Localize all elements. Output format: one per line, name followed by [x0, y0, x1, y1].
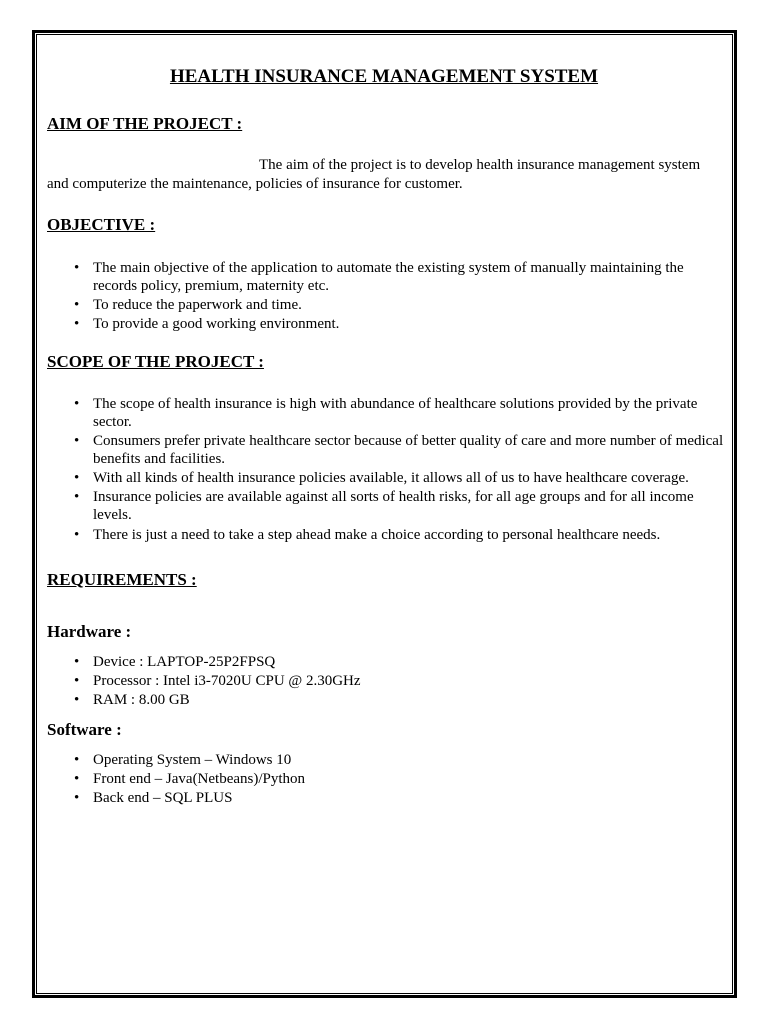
scope-heading: SCOPE OF THE PROJECT : — [47, 352, 264, 371]
bullet-icon: • — [74, 752, 80, 768]
list-item — [74, 770, 574, 788]
list-item — [74, 259, 714, 295]
list-item — [74, 488, 724, 524]
objective-item-text: The main objective of the application to automate the existing system of manually maintaining the records policy, premium, maternity etc. — [93, 260, 684, 294]
bullet-icon: • — [74, 654, 80, 670]
software-list — [74, 751, 574, 808]
list-item — [74, 432, 724, 468]
list-item — [74, 315, 714, 333]
bullet-icon: • — [74, 316, 80, 332]
aim-text-line-1: The aim of the project is to develop health insurance management system — [259, 157, 701, 173]
bullet-icon: • — [74, 396, 80, 412]
objective-list — [74, 259, 714, 334]
scope-item-text: There is just a need to take a step ahead make a choice according to personal healthcare needs. — [93, 527, 661, 543]
list-item — [74, 296, 714, 314]
list-item — [74, 789, 574, 807]
requirements-heading: REQUIREMENTS : — [47, 570, 197, 589]
objective-heading: OBJECTIVE : — [47, 215, 156, 234]
software-item-text: Front end – Java(Netbeans)/Python — [93, 771, 306, 787]
objective-item-text: To provide a good working environment. — [93, 316, 340, 332]
scope-item-text: With all kinds of health insurance policies available, it allows all of us to have healthcare coverage. — [93, 470, 689, 486]
hardware-item-text: Processor : Intel i3-7020U CPU @ 2.30GHz — [93, 673, 361, 689]
list-item — [74, 395, 724, 431]
bullet-icon: • — [74, 692, 80, 708]
bullet-icon: • — [74, 771, 80, 787]
bullet-icon: • — [74, 790, 80, 806]
document-title: HEALTH INSURANCE MANAGEMENT SYSTEM — [169, 66, 599, 87]
scope-item-text: Consumers prefer private healthcare sector because of better quality of care and more number of medical benefits and facilities. — [93, 433, 724, 467]
list-item — [74, 526, 724, 544]
hardware-item-text: Device : LAPTOP-25P2FPSQ — [93, 654, 276, 670]
bullet-icon: • — [74, 527, 80, 543]
hardware-list — [74, 653, 574, 710]
aim-heading: AIM OF THE PROJECT : — [47, 114, 243, 133]
list-item — [74, 469, 724, 487]
bullet-icon: • — [74, 673, 80, 689]
hardware-heading: Hardware : — [47, 622, 132, 641]
bullet-icon: • — [74, 260, 80, 276]
bullet-icon: • — [74, 489, 80, 505]
objective-item-text: To reduce the paperwork and time. — [93, 297, 302, 313]
scope-item-text: The scope of health insurance is high with abundance of healthcare solutions provided by the private sector. — [93, 396, 698, 430]
bullet-icon: • — [74, 297, 80, 313]
list-item — [74, 691, 574, 709]
list-item — [74, 672, 574, 690]
bullet-icon: • — [74, 433, 80, 449]
bullet-icon: • — [74, 470, 80, 486]
list-item — [74, 653, 574, 671]
hardware-item-text: RAM : 8.00 GB — [93, 692, 190, 708]
scope-list — [74, 395, 724, 545]
software-item-text: Operating System – Windows 10 — [93, 752, 292, 768]
software-heading: Software : — [47, 720, 122, 739]
aim-text-line-2: and computerize the maintenance, policies of insurance for customer. — [47, 176, 463, 192]
list-item — [74, 751, 574, 769]
scope-item-text: Insurance policies are available against all sorts of health risks, for all age groups and for all income levels. — [93, 489, 694, 523]
software-item-text: Back end – SQL PLUS — [93, 790, 233, 806]
